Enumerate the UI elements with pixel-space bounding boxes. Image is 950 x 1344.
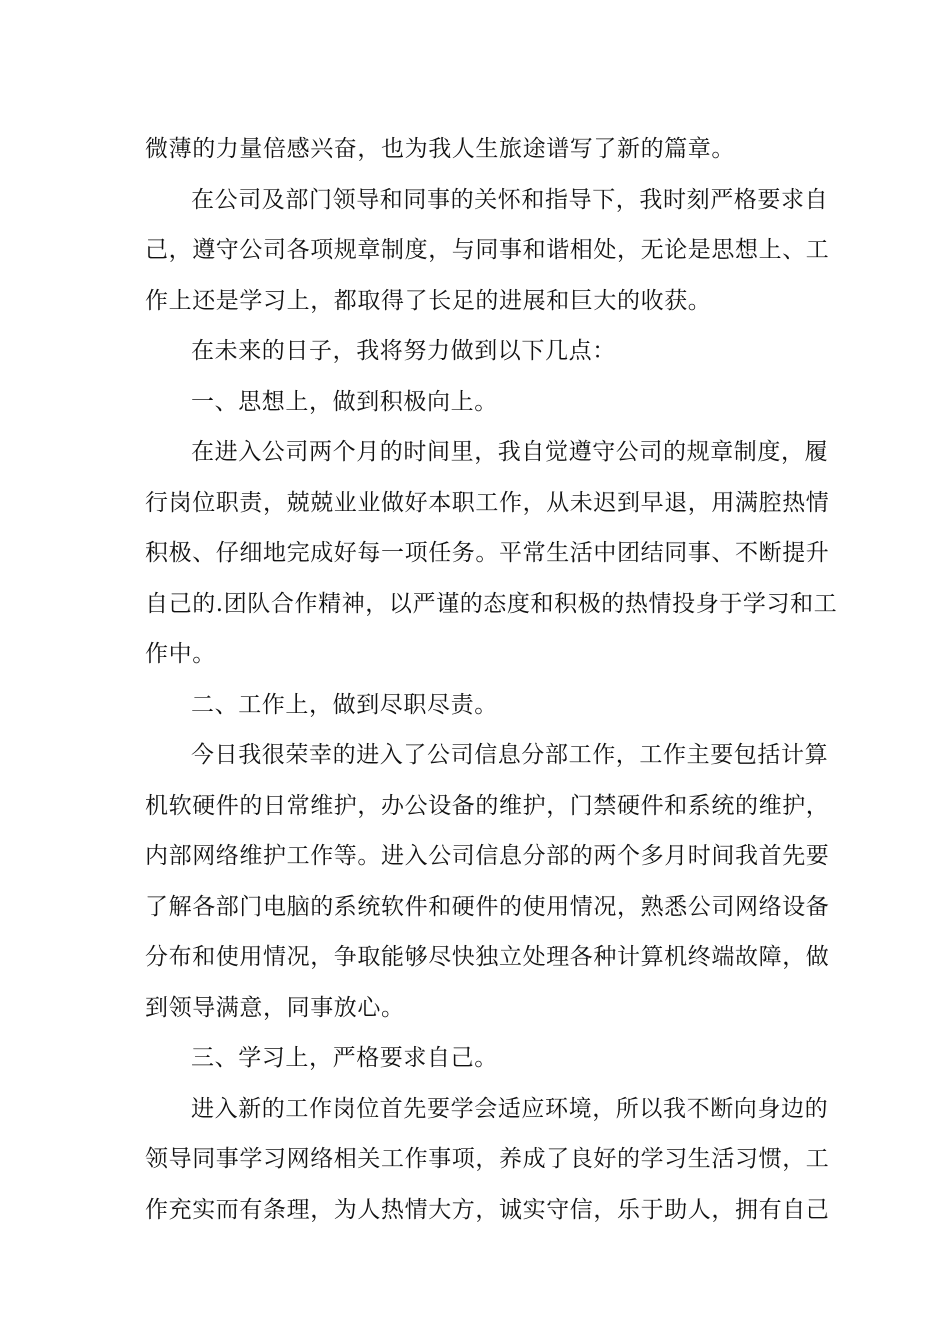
- text-line: 作上还是学习上，都取得了长足的进展和巨大的收获。: [145, 287, 712, 314]
- text-line: 内部网络维护工作等。进入公司信息分部的两个多月时间我首先要: [145, 843, 830, 869]
- text-line: 机软硬件的日常维护，办公设备的维护，门禁硬件和系统的维护，: [145, 792, 830, 819]
- text-line: 领导同事学习网络相关工作事项，养成了良好的学习生活习惯，工: [145, 1146, 830, 1172]
- section-heading-study: 三、学习上，严格要求自己。: [191, 1045, 498, 1071]
- text-line: 作充实而有条理，为人热情大方，诚实守信，乐于助人，拥有自己: [145, 1196, 830, 1223]
- paragraph-start-line: 在进入公司两个月的时间里，我自觉遵守公司的规章制度，履: [191, 439, 829, 465]
- text-line: 了解各部门电脑的系统软件和硬件的使用情况，熟悉公司网络设备: [145, 893, 830, 920]
- text-line: 自己的.团队合作精神，以严谨的态度和积极的热情投身于学习和工: [145, 590, 838, 617]
- text-line: 积极、仔细地完成好每一项任务。平常生活中团结同事、不断提升: [145, 540, 830, 566]
- text-line: 到领导满意，同事放心。: [145, 994, 405, 1021]
- paragraph-start-line: 进入新的工作岗位首先要学会适应环境，所以我不断向身边的: [191, 1095, 829, 1122]
- paragraph-start-line: 在公司及部门领导和同事的关怀和指导下，我时刻严格要求自: [191, 186, 829, 213]
- text-line: 己，遵守公司各项规章制度，与同事和谐相处，无论是思想上、工: [145, 237, 830, 263]
- section-heading-ideology: 一、思想上，做到积极向上。: [191, 388, 498, 415]
- text-line: 分布和使用情况，争取能够尽快独立处理各种计算机终端故障，做: [145, 944, 830, 970]
- paragraph-start-line: 今日我很荣幸的进入了公司信息分部工作，工作主要包括计算: [191, 742, 829, 768]
- text-line: 作中。: [145, 641, 216, 667]
- section-heading-work: 二、工作上，做到尽职尽责。: [191, 691, 498, 718]
- text-line: 微薄的力量倍感兴奋，也为我人生旅途谱写了新的篇章。: [145, 136, 735, 162]
- text-line: 行岗位职责，兢兢业业做好本职工作，从未迟到早退，用满腔热情: [145, 489, 830, 516]
- body-text: [145, 124, 838, 1235]
- paragraph-start-line: 在未来的日子，我将努力做到以下几点：: [191, 338, 616, 364]
